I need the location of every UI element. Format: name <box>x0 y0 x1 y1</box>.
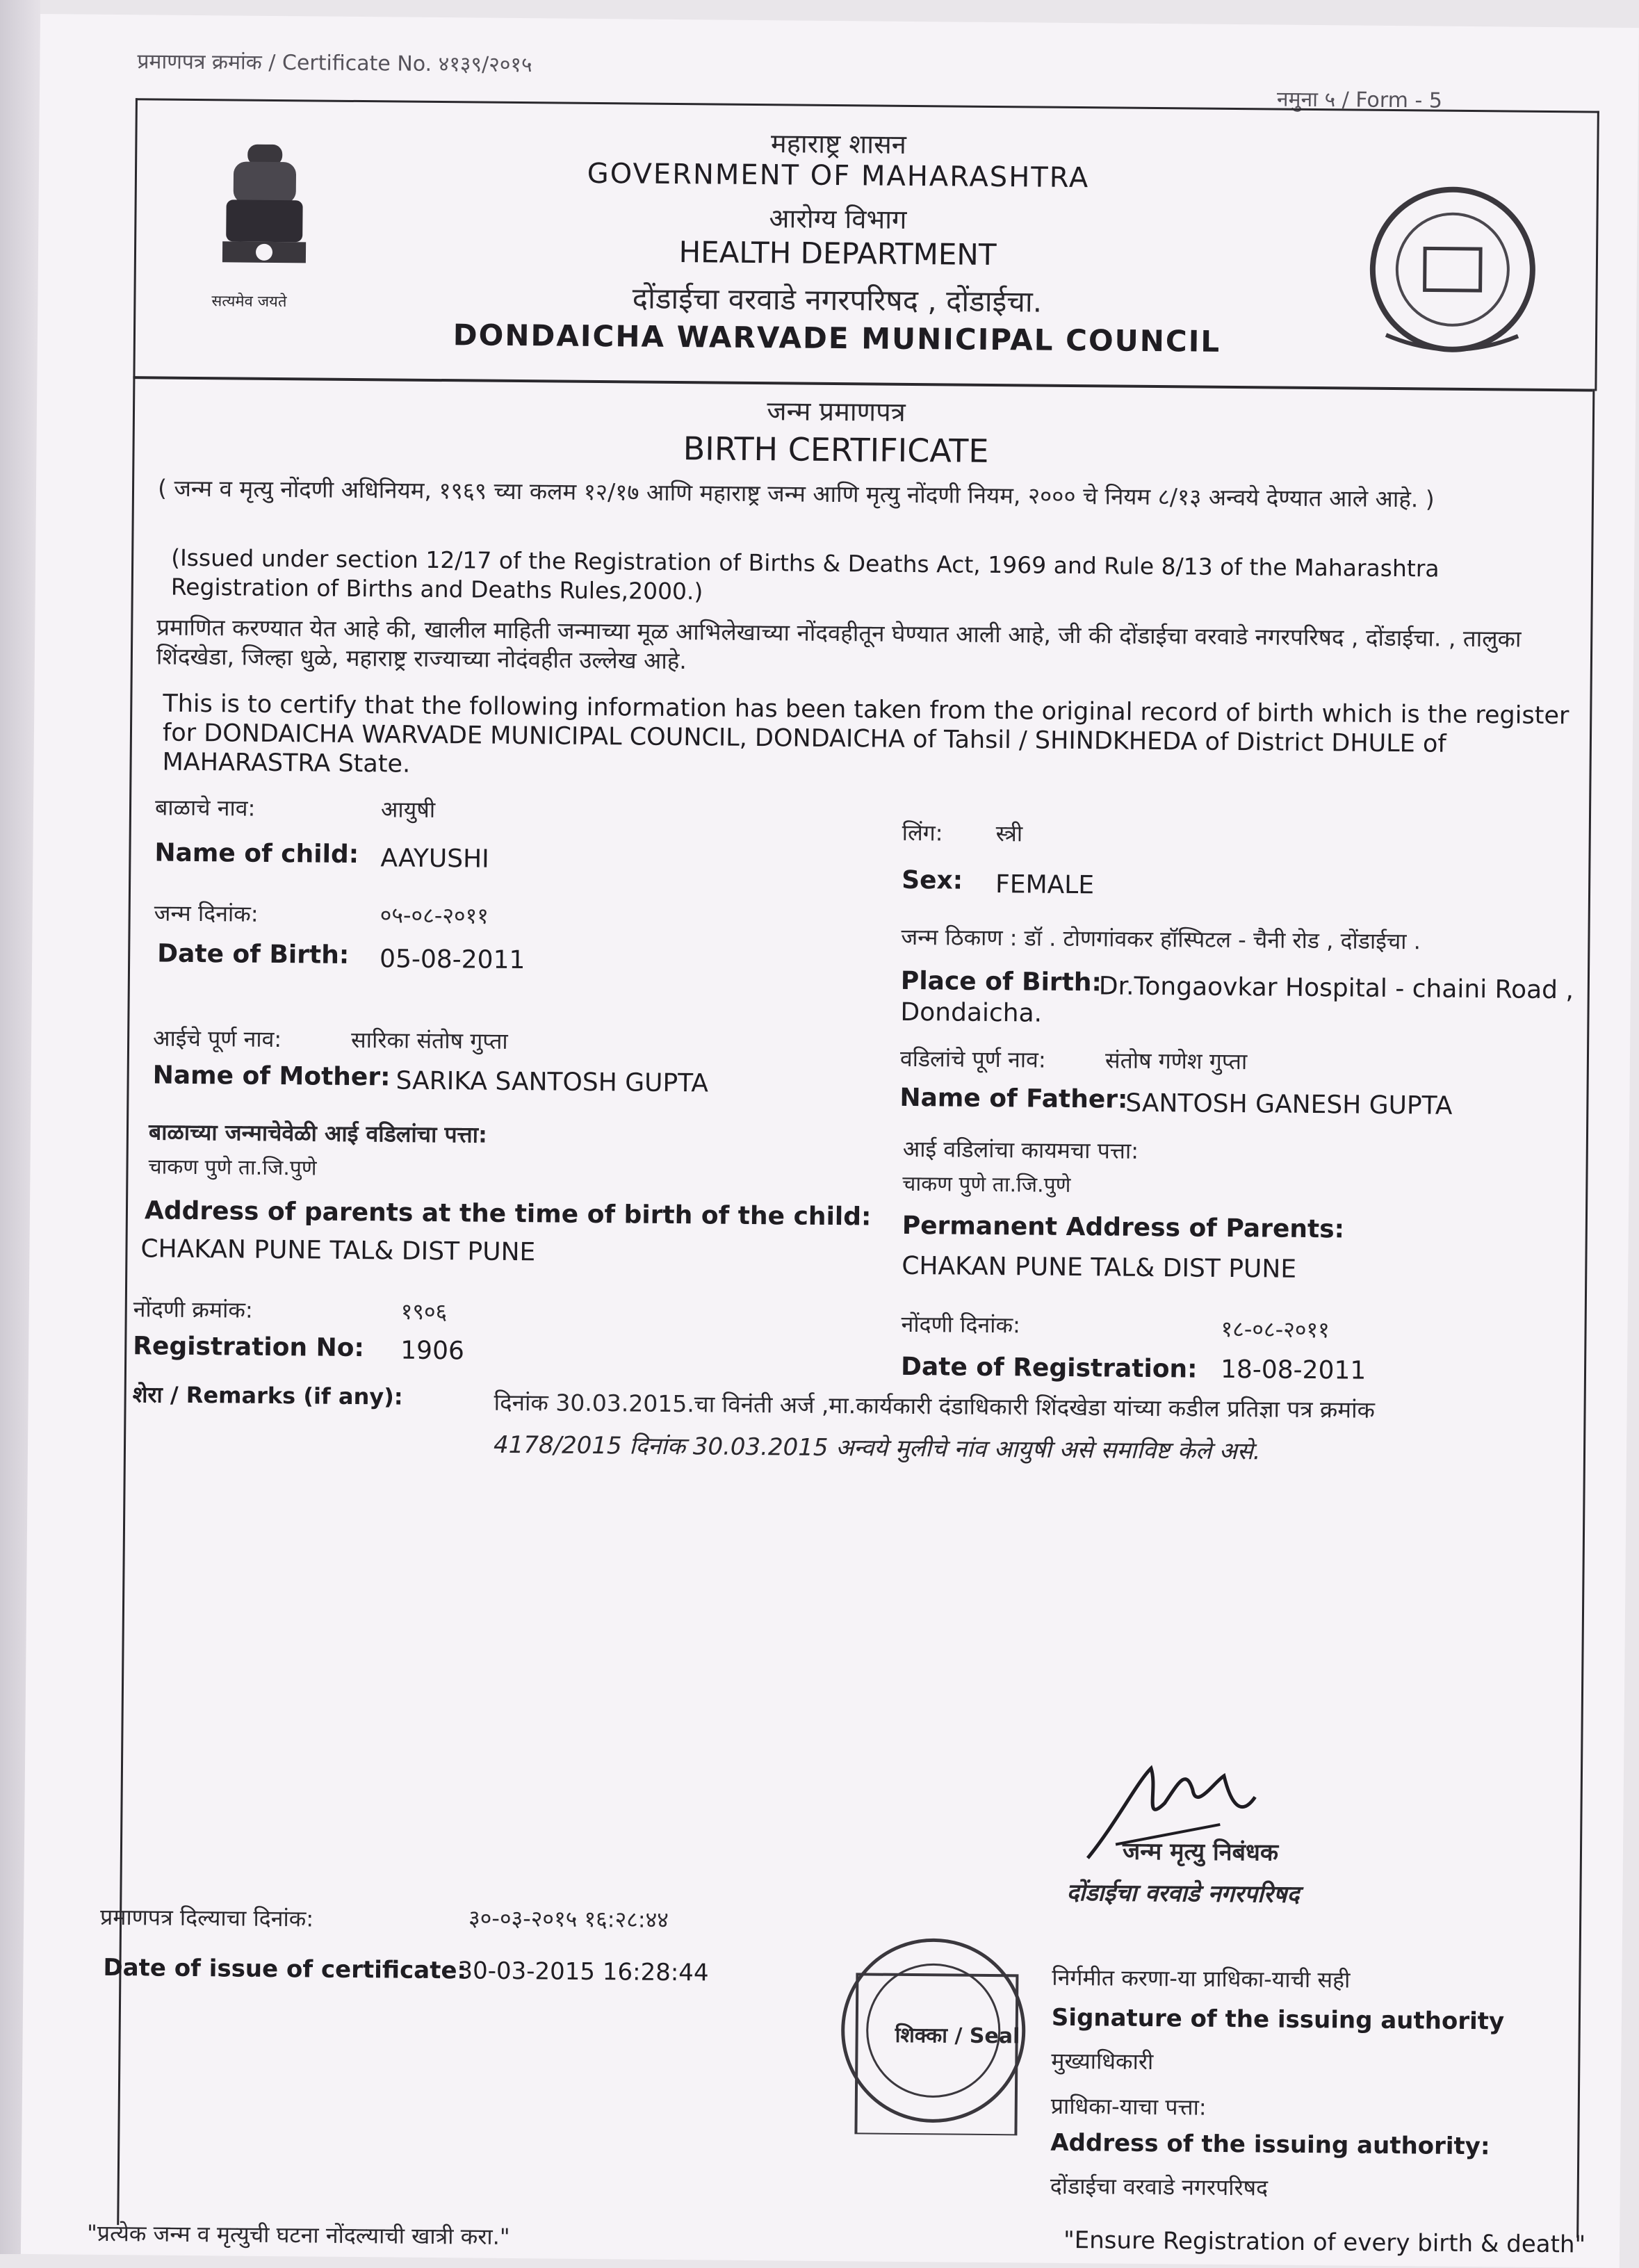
father-name: SANTOSH GANESH GUPTA <box>1125 1088 1453 1120</box>
signature-label: Signature of the issuing authority <box>1051 2003 1505 2036</box>
council-title-mr: दोंडाईचा वरवाडे नगरपरिषद , दोंडाईचा. <box>632 281 1043 319</box>
sex-mr-label: लिंग: <box>902 819 943 847</box>
birth-address-mr: चाकण पुणे ता.जि.पुणे <box>148 1155 317 1181</box>
child-name-mr-label: बाळाचे नाव: <box>154 794 256 822</box>
place-of-birth-label: Place of Birth: <box>900 966 1102 997</box>
frame-left-border <box>117 376 135 2225</box>
dob-mr-label: जन्म दिनांक: <box>154 899 259 927</box>
authority-address-label: Address of the issuing authority: <box>1050 2128 1490 2161</box>
father-mr-label: वडिलांचे पूर्ण नाव: <box>899 1045 1046 1073</box>
dob: 05-08-2011 <box>379 945 525 975</box>
issue-date: 30-03-2015 16:28:44 <box>457 1957 709 1987</box>
certificate-number: प्रमाणपत्र क्रमांक / Certificate No. ४१३९/२०१५ <box>137 49 532 78</box>
permanent-address-mr-label: आई वडिलांचा कायमचा पत्ता: <box>902 1135 1139 1164</box>
remarks-label: शेरा / Remarks (if any): <box>132 1381 403 1410</box>
child-name: AAYUSHI <box>380 844 489 874</box>
place-of-birth: Dr.Tongaovkar Hospital - chaini Road , <box>1098 972 1574 1005</box>
registration-no-label: Registration No: <box>133 1332 365 1363</box>
mother-name: SARIKA SANTOSH GUPTA <box>396 1066 709 1098</box>
certify-statement-mr: प्रमाणित करण्यात येत आहे की, खालील माहिती जन्माच्या मूळ आभिलेखाच्या नोंदवहीतून घेण्यात आली आहे, जी की दोंडाईचा वरवाडे नगरपरिषद , दोंडाईचा. , तालुका शिंदखेडा, जिल्हा धुळे, महाराष्ट्र राज्याच्या नोदंवहीत उल्लेख आहे. <box>156 613 1522 675</box>
sex-mr: स्त्री <box>995 820 1023 847</box>
emblem-motto: सत्यमेव जयते <box>211 293 287 311</box>
birth-certificate-sheet <box>21 14 1639 2268</box>
authority-address-mr-label: प्राधिका-याचा पत्ता: <box>1050 2092 1207 2121</box>
mother-mr: सारिका संतोष गुप्ता <box>350 1026 508 1054</box>
issue-date-label: Date of issue of certificate: <box>103 1953 467 1985</box>
registrar-title-mr: जन्म मृत्यु निबंधक <box>1122 1837 1279 1867</box>
place-of-birth-mr: जन्म ठिकाण : डॉ . टोणगांवकर हॉस्पिटल - चैनी रोड , दोंडाईचा . <box>901 923 1421 955</box>
certificate-title: BIRTH CERTIFICATE <box>683 430 989 470</box>
remarks-line-2: 4178/2015 दिनांक 30.03.2015 अन्वये मुलीचे नांव आयुषी असे समाविष्ट केले असे. <box>493 1430 1261 1466</box>
act-reference-mr: ( जन्म व मृत्यु नोंदणी अधिनियम, १९६९ च्या कलम १२/१७ आणि महाराष्ट्र जन्म आणि मृत्यु नोंदणी नियम, २००० चे नियम ८/१३ अन्वये देण्यात आले आहे. ) <box>157 474 1435 513</box>
government-title-mr: महाराष्ट्र शासन <box>770 128 907 160</box>
certificate-title-mr: जन्म प्रमाणपत्र <box>767 395 906 427</box>
registrar-office-mr: दोंडाईचा वरवाडे नगरपरिषद <box>1066 1878 1300 1909</box>
frame-right-border <box>1576 389 1595 2238</box>
mother-mr-label: आईचे पूर्ण नाव: <box>152 1025 282 1053</box>
registration-no-mr-label: नोंदणी क्रमांक: <box>133 1296 253 1323</box>
government-title: GOVERNMENT OF MAHARASHTRA <box>587 157 1090 195</box>
authority-address-mr: दोंडाईचा वरवाडे नगरपरिषद <box>1050 2172 1269 2201</box>
father-mr: संतोष गणेश गुप्ता <box>1104 1047 1248 1075</box>
registration-note: "Ensure Registration of every birth & death" <box>1063 2226 1586 2259</box>
child-name-mr: आयुषी <box>380 796 436 824</box>
certify-statement: This is to certify that the following information has been taken from the original record of birth which is the register for DONDAICHA WARVADE MUNICIPAL COUNCIL, DONDAICHA of Tahsil / SHINDKHEDA of District DHULE of MAHARASTRA State. <box>162 690 1569 778</box>
registration-date-label: Date of Registration: <box>900 1352 1198 1384</box>
registration-no-mr: १९०६ <box>400 1298 448 1325</box>
father-label: Name of Father: <box>899 1083 1128 1114</box>
birth-address: CHAKAN PUNE TAL& DIST PUNE <box>140 1234 536 1267</box>
sex: FEMALE <box>995 870 1095 900</box>
remarks-line-1: दिनांक 30.03.2015.चा विनंती अर्ज ,मा.कार्यकारी दंडाधिकारी शिंदखेडा यांच्या कडील प्रतिज्ञा पत्र क्रमांक <box>494 1388 1376 1423</box>
birth-address-label: Address of parents at the time of birth of the child: <box>144 1196 872 1232</box>
registration-date: 18-08-2011 <box>1220 1355 1367 1385</box>
permanent-address-mr: चाकण पुणे ता.जि.पुणे <box>902 1171 1071 1198</box>
department-title: HEALTH DEPARTMENT <box>678 235 997 272</box>
mother-label: Name of Mother: <box>152 1061 391 1092</box>
registration-note-mr: "प्रत्येक जन्म व मृत्युची घटना नोंदल्याची खात्री करा." <box>86 2219 510 2251</box>
child-name-label: Name of child: <box>154 838 359 870</box>
issue-date-mr: ३०-०३-२०१५ १६:२८:४४ <box>468 1904 669 1933</box>
officer-title-mr: मुख्याधिकारी <box>1051 2047 1154 2075</box>
permanent-address-label: Permanent Address of Parents: <box>902 1211 1345 1244</box>
place-of-birth-line-2: Dondaicha. <box>900 997 1043 1028</box>
issue-date-mr-label: प्रमाणपत्र दिल्याचा दिनांक: <box>99 1903 314 1932</box>
registration-date-mr-label: नोंदणी दिनांक: <box>901 1310 1021 1339</box>
dob-mr: ०५-०८-२०११ <box>380 902 489 929</box>
permanent-address: CHAKAN PUNE TAL& DIST PUNE <box>902 1251 1297 1284</box>
dob-label: Date of Birth: <box>157 939 350 970</box>
council-title: DONDAICHA WARVADE MUNICIPAL COUNCIL <box>452 318 1221 359</box>
department-title-mr: आरोग्य विभाग <box>769 203 907 235</box>
signature-label-mr: निर्गमीत करणा-या प्राधिका-याची सही <box>1052 1964 1351 1993</box>
act-reference: (Issued under section 12/17 of the Registration of Births & Deaths Act, 1969 and Rule 8/13 of the Maharashtra Registration of Births and Deaths Rules,2000.) <box>170 544 1440 605</box>
sex-label: Sex: <box>901 865 963 895</box>
form-number: नमुना ५ / Form - 5 <box>1276 87 1443 113</box>
registration-date-mr: १८-०८-२०११ <box>1221 1315 1330 1344</box>
seal-label: शिक्का / Seal <box>895 2023 1020 2049</box>
birth-address-mr-label: बाळाच्या जन्माचेवेळी आई वडिलांचा पत्ता: <box>148 1118 488 1148</box>
registration-no: 1906 <box>400 1336 465 1366</box>
